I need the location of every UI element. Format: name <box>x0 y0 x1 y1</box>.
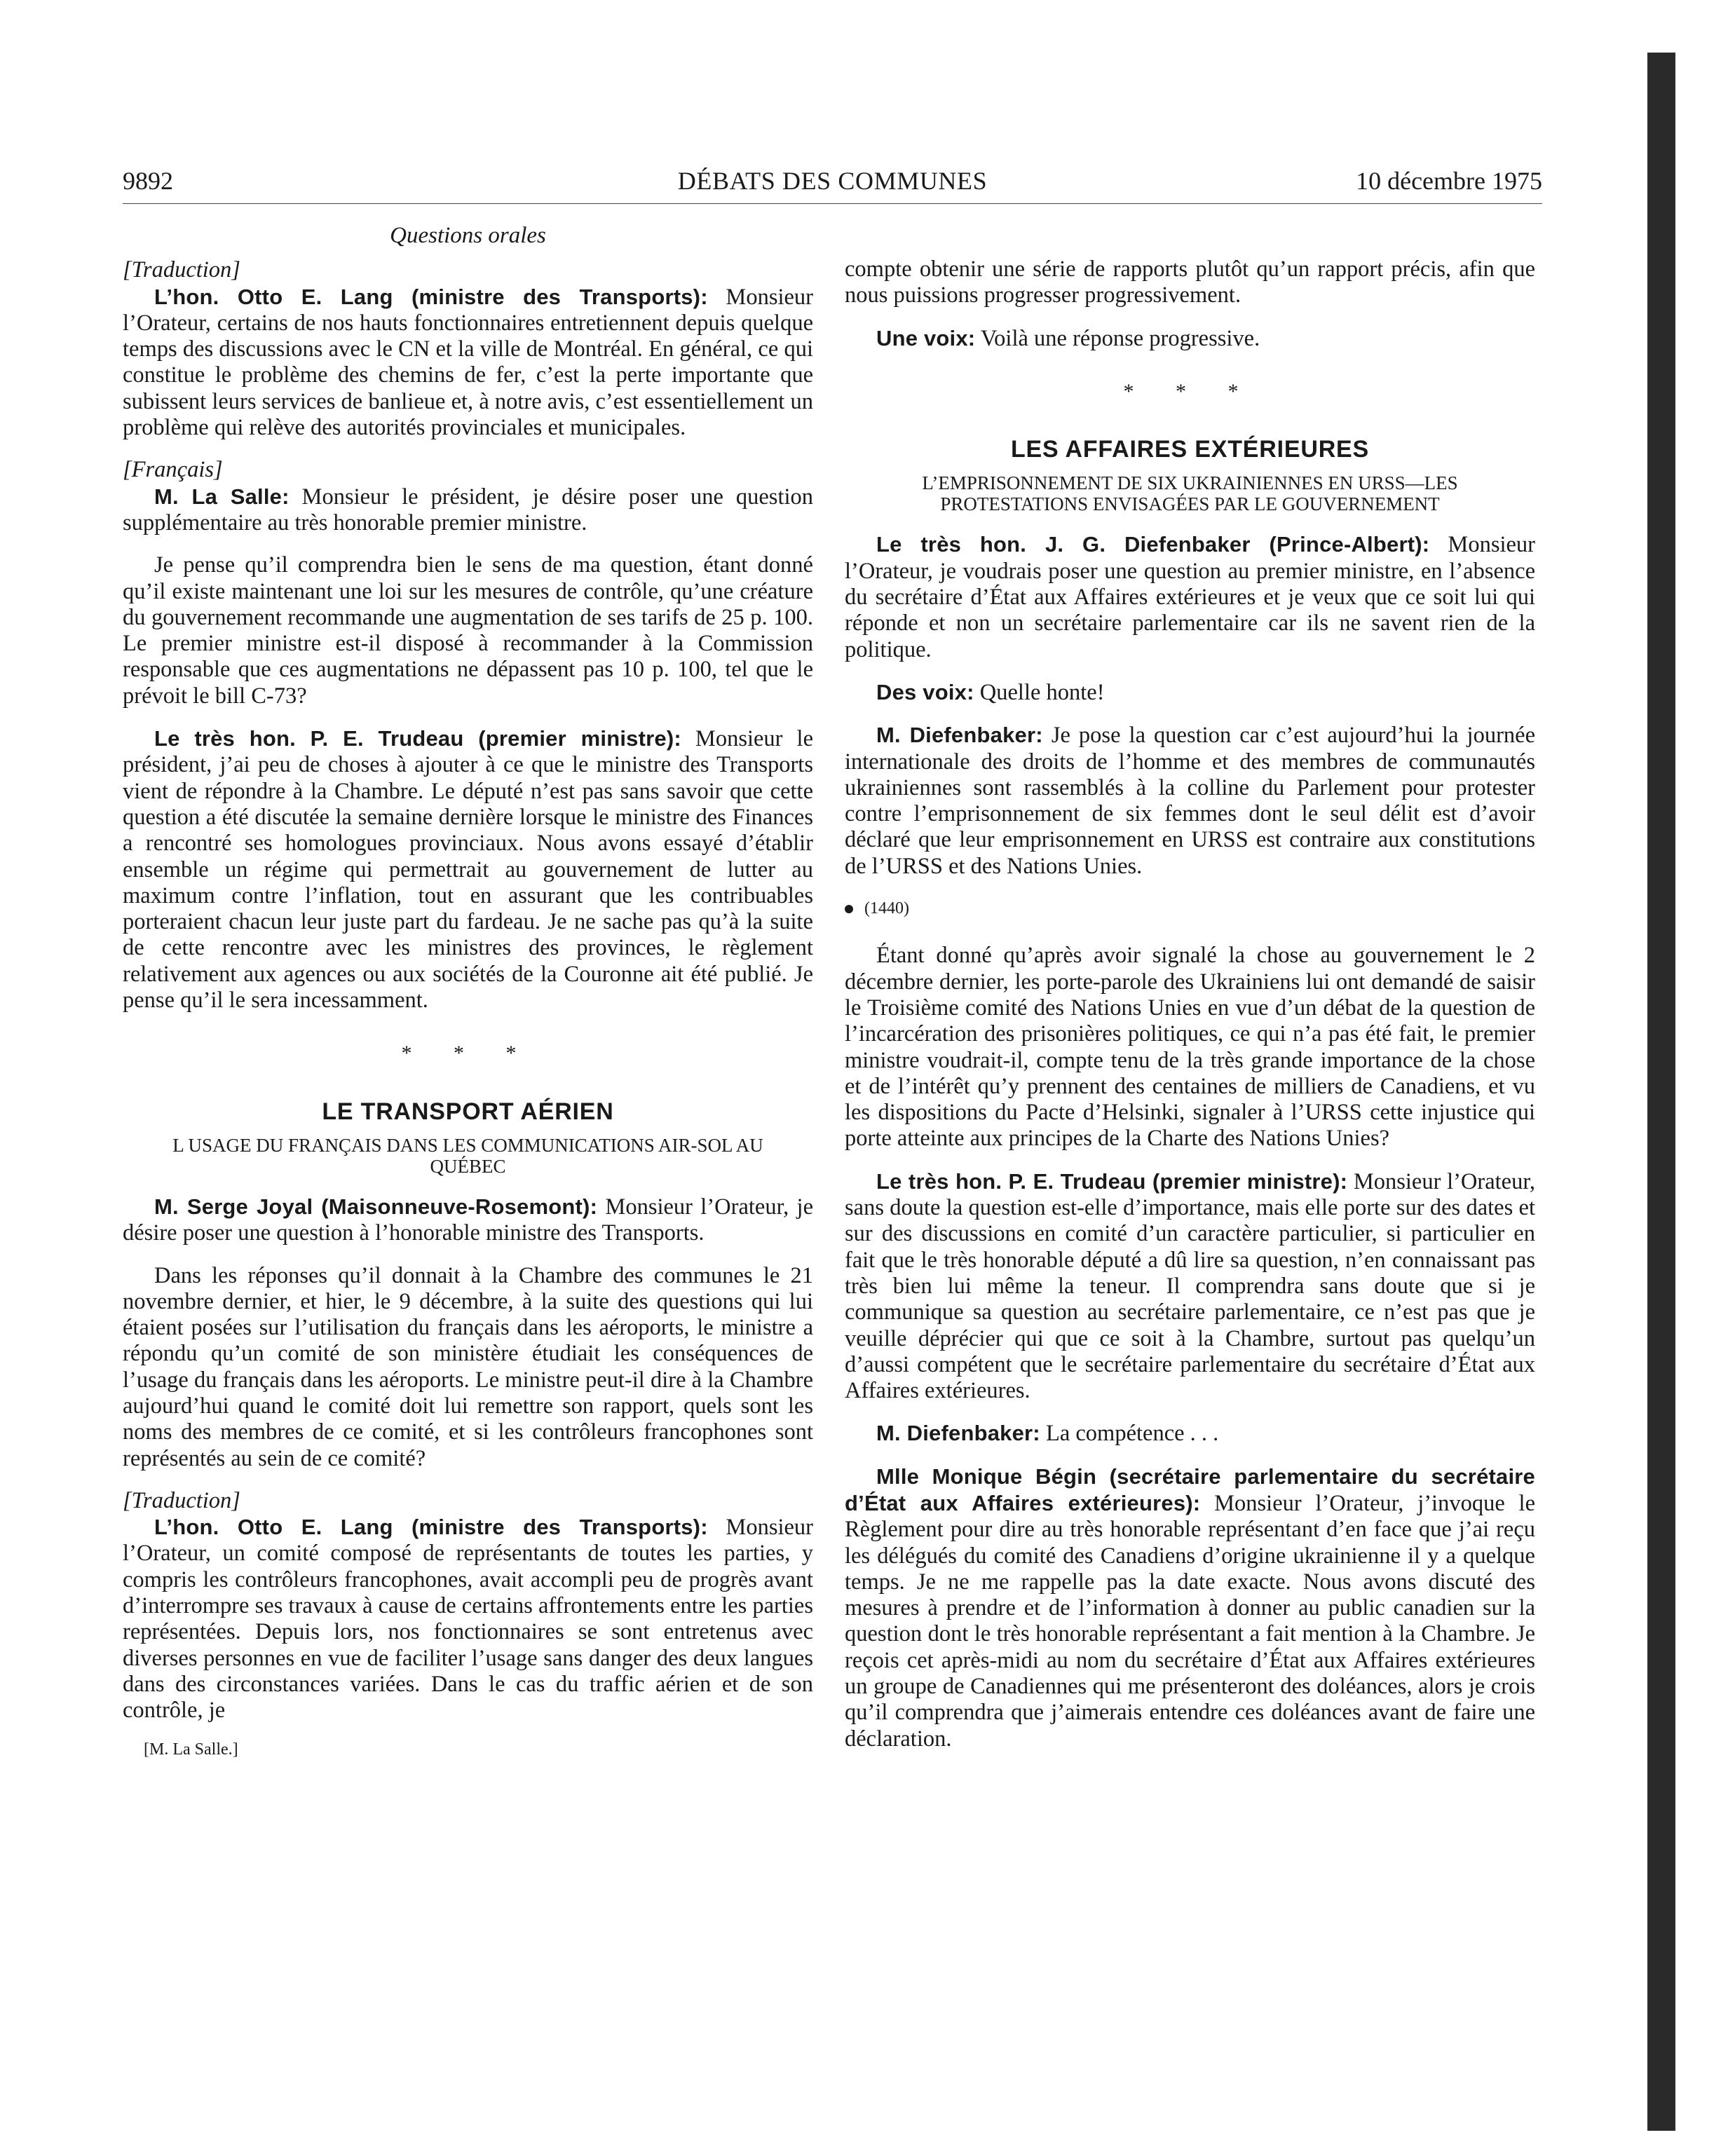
section-subheading: L USAGE DU FRANÇAIS DANS LES COMMUNICATIONS AIR-SOL AU QUÉBEC <box>172 1134 763 1177</box>
paragraph <box>845 1420 1535 1447</box>
speech-text: Monsieur l’Orateur, je désire poser une question à l’honorable ministre des Transports. <box>123 1194 813 1246</box>
speaker-name: M. Serge Joyal (Maisonneuve-Rosemont): <box>154 1194 598 1219</box>
bullet-dot-icon <box>845 905 853 913</box>
speech-text: Je pose la question car c’est aujourd’hui la journée internationale des droits de l’homme et des membres de communautés ukrainiennes sont rassemblés à la colline du Parlement pour protester contre l’emprisonnement de six femmes dont le seul délit est d’avoir déclaré que leur emprisonnement en URSS est contraire aux constitutions de l’URSS et des Nations Unies. <box>845 723 1535 879</box>
speaker-name: Le très hon. J. G. Diefenbaker (Prince-Albert): <box>876 532 1430 557</box>
speech-text: Monsieur l’Orateur, certains de nos hauts fonctionnaires entretiennent depuis quelque temps des discussions avec le CN et la ville de Montréal. En général, ce qui constitue le problème des chemins de fer, c’est la perte importante que subissent leurs services de banlieue et, à notre avis, c’est essentiellement un problème qui relève des autorités provinciales et municipales. <box>123 284 813 441</box>
section-label: Questions orales <box>390 223 546 248</box>
section-subheading: L’EMPRISONNEMENT DE SIX UKRAINIENNES EN URSS—LES PROTESTATIONS ENVISAGÉES PAR LE GOUVERNEMENT <box>922 472 1458 515</box>
paragraph <box>123 725 813 1014</box>
paragraph <box>845 1464 1535 1752</box>
header-date: 10 décembre 1975 <box>1356 167 1542 195</box>
section-divider: * * * <box>401 1042 535 1065</box>
page-header <box>123 168 1542 204</box>
speech-text: Monsieur le président, je désire poser une question supplémentaire au très honorable premier ministre. <box>123 484 813 535</box>
speech-text: Quelle honte! <box>974 679 1105 705</box>
speaker-name: L’hon. Otto E. Lang (ministre des Transports): <box>154 284 708 309</box>
paragraph: compte obtenir une série de rapports plutôt qu’un rapport précis, afin que nous puissions progresser progressivement. <box>845 257 1535 308</box>
time-marker <box>845 896 1535 922</box>
speaker-name: Mlle Monique Bégin (secrétaire parlementaire du secrétaire d’État aux Affaires extérieures): <box>845 1464 1535 1515</box>
speech-text: Monsieur l’Orateur, je voudrais poser une question au premier ministre, en l’absence du secrétaire d’État aux Affaires extérieures et je veux que ce soit lui qui réponde et non un secrétaire parlementaire car ils ne savent rien de la politique. <box>845 532 1535 662</box>
speaker-name: Une voix: <box>876 325 976 350</box>
paragraph <box>845 722 1535 880</box>
paragraph: Je pense qu’il comprendra bien le sens de ma question, étant donné qu’il existe maintenant une loi sur les mesures de contrôle, qu’une créature du gouvernement recommande une augmentation de ses tarifs de 25 p. 100. Le premier ministre est-il disposé à recommander à la Commission responsable que ces augmentations ne dépassent pas 10 p. 100, tel que le prévoit le bill C-73? <box>123 552 813 709</box>
speaker-footnote: [M. La Salle.] <box>144 1740 238 1759</box>
paragraph <box>845 531 1535 662</box>
right-column <box>845 257 1535 1768</box>
speaker-name: Le très hon. P. E. Trudeau (premier ministre): <box>876 1168 1348 1194</box>
speech-text: Monsieur l’Orateur, sans doute la question est-elle d’importance, mais elle porte sur des dates et sur des discussions en comité d’un caractère particulier, si particulier en fait que le très honorable député a dû lire sa question, n’en connaissant pas très bien lui même la teneur. Il comprendra sans doute que si je communique sa question au secrétaire parlementaire, ce n’est pas que je veuille déprécier qui que ce soit à la Chambre, surtout pas quelqu’un d’aussi compétent que le secrétaire parlementaire du secrétaire d’État aux Affaires extérieures. <box>845 1168 1535 1404</box>
speaker-name: M. La Salle: <box>154 484 290 509</box>
paragraph <box>845 325 1535 352</box>
paragraph <box>123 1194 813 1247</box>
speech-text: Voilà une réponse progressive. <box>975 325 1260 351</box>
paragraph <box>123 1514 813 1724</box>
scan-edge-bar <box>1647 53 1675 2131</box>
section-heading: LES AFFAIRES EXTÉRIEURES <box>1010 436 1370 463</box>
page-number: 9892 <box>123 167 173 195</box>
paragraph <box>845 1168 1535 1405</box>
running-title: DÉBATS DES COMMUNES <box>677 167 988 195</box>
language-marker: [Traduction] <box>123 1487 240 1513</box>
speaker-name: Le très hon. P. E. Trudeau (premier ministre): <box>154 726 681 751</box>
language-marker: [Traduction] <box>123 257 240 283</box>
speaker-name: Des voix: <box>876 679 974 704</box>
section-heading: LE TRANSPORT AÉRIEN <box>322 1098 614 1125</box>
paragraph <box>845 679 1535 706</box>
language-marker: [Français] <box>123 457 223 483</box>
paragraph: Étant donné qu’après avoir signalé la chose au gouvernement le 2 décembre dernier, les porte-parole des Ukrainiens lui ont demandé de saisir le Troisième comité des Nations Unies en vue d’un débat de la question de l’incarcération des prisonières politiques, ce qui n’a pas été fait, le premier ministre voudrait-il, compte tenu de la très grande importance de la chose et de l’intérêt qu’y prennent des centaines de milliers de Canadiens, et vu les dispositions du Pacte d’Helsinki, signaler à l’URSS cette injustice qui porte atteinte aux principes de la Charte des Nations Unies? <box>845 943 1535 1152</box>
left-column <box>123 223 813 1763</box>
paragraph <box>123 284 813 442</box>
speech-text: Monsieur le président, j’ai peu de choses à ajouter à ce que le ministre des Transports vient de répondre à la Chambre. Le député n’est pas sans savoir que cette question a été discutée la semaine dernière lorsque le ministre des Finances a rencontré ses homologues provinciaux. Nous avons essayé d’établir ensemble un régime qui permettrait au gouvernement de lutter au maximum contre l’inflation, tout en assurant que les contribuables porteraient chacun leur juste part du fardeau. Je ne sache pas qu’à la suite de cette rencontre avec les ministres des provinces, le règlement relativement aux agences ou aux sociétés de la Couronne ait été publié. Je pense qu’il le sera incessamment. <box>123 726 813 1014</box>
speech-text: Monsieur l’Orateur, j’invoque le Règlement pour dire au très honorable représentant d’en face que j’ai reçu les délégués du comité des Canadiens d’origine ukrainienne il y a quelque temps. Je ne me rappelle pas la date exacte. Nous avons discuté des mesures à prendre et de l’information à donner au public canadien sur la question dont le très honorable représentant a fait mention à la Chambre. Je reçois cet après-midi au nom du secrétaire d’État aux Affaires extérieures un groupe de Canadiennes qui me présenteront des doléances, alors je crois qu’il comprendra que j’aimerais entendre ces doléances avant de faire une déclaration. <box>845 1490 1536 1752</box>
time-stamp: (1440) <box>864 899 909 918</box>
speech-text: La compétence . . . <box>1040 1421 1219 1447</box>
paragraph <box>123 484 813 537</box>
speech-text: Monsieur l’Orateur, un comité composé de représentants de toutes les parties, y compris les contrôleurs francophones, avait accompli peu de progrès avant d’interrompre ses travaux à cause de certains affrontements entre les parties représentées. Depuis lors, nos fonctionnaires se sont entretenus avec diverses personnes en vue de faciliter l’usage sans danger des deux langues dans des circonstances variées. Dans le cas du traffic aérien et de son contrôle, je <box>123 1515 813 1724</box>
speaker-name: L’hon. Otto E. Lang (ministre des Transports): <box>154 1515 708 1540</box>
section-divider: * * * <box>1123 379 1257 403</box>
speaker-name: M. Diefenbaker: <box>876 723 1043 748</box>
speaker-name: M. Diefenbaker: <box>876 1421 1040 1446</box>
paragraph: Dans les réponses qu’il donnait à la Chambre des communes le 21 novembre dernier, et hier, le 9 décembre, à la suite des questions qui lui étaient posées sur l’utilisation du français dans les aéroports, le ministre a répondu qu’un comité de son ministère étudiait les conséquences de l’usage du français dans les aéroports. Le ministre peut-il dire à la Chambre aujourd’hui quand le comité doit lui remettre son rapport, quels sont les noms des membres de ce comité, et si les contrôleurs francophones sont représentés au sein de ce comité? <box>123 1262 813 1471</box>
